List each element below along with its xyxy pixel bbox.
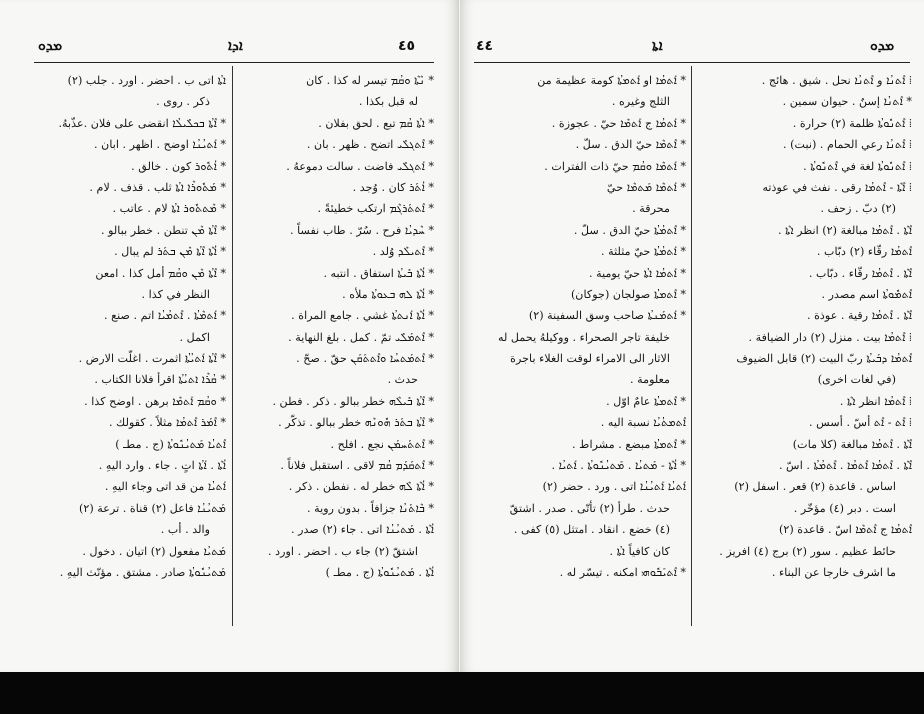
dictionary-entry-line: ܐܶܬܡܳܐ رقّاء (٢) دبّاب . bbox=[816, 245, 912, 259]
dictionary-entry-line: * ܡܰܬܽܘܪܶܐ ܐܬܳܐ ثلب . قذف . لام . bbox=[89, 180, 226, 194]
left-page bbox=[0, 0, 459, 672]
dictionary-entry-line: الاثار الى الامراء لوقت الغلاء باجرة bbox=[510, 352, 670, 366]
dictionary-entry-line: ܐܶܬܶܐ . ܐܶܬܡܳܐ رقّاء . دبّاب . bbox=[808, 266, 912, 280]
dictionary-entry-line: كان كافياً ܐܬܳܐ . bbox=[609, 544, 670, 558]
dictionary-entry-line: والد . أب . bbox=[160, 523, 210, 537]
dictionary-entry-line: ܐܶܬܝܳܐ ܡܰܬܝܳܢܽܘܬܳܐ (ج . مطـ ) bbox=[115, 437, 226, 451]
dictionary-entry-line: * ܐܶܬܬܰܪܓܶܡ ارتكب خطيئةً . bbox=[317, 202, 434, 216]
dictionary-entry-line: النظر في كذا . bbox=[141, 287, 210, 301]
dictionary-entry-line: ⁞ ܐܶܬܢܽܘܬܳܐ لغة في ܐܶܬܢܽܘܬܳܐ . bbox=[803, 159, 912, 173]
right-page-column-left bbox=[476, 70, 686, 583]
dictionary-entry-line: * ܐܳܬܶܐ ܒܺܝܬܳܐ استفاق . انتبه . bbox=[323, 266, 434, 280]
left-page-number: ٤٥ bbox=[398, 38, 416, 54]
dictionary-entry-line: الثلج وغيره . bbox=[611, 95, 670, 109]
dictionary-entry-line: ܐܰܬܝܳܐ من قد اتى وجاء اليهِ . bbox=[104, 480, 226, 494]
dictionary-entry-line: ܐܳܬܶܐ . ܐܰܬܳܐ اتٍ . جاء . وارد اليهِ . bbox=[98, 459, 226, 473]
dictionary-entry-line: * ܐܶܬܳܐ ܡܶܢ تنطن . خطر ببالو . bbox=[101, 223, 226, 237]
dictionary-entry-line: * ܐܳܬܶܐ - ܡܰܬܝܳܐ . ܡܰܬܝܳܢܽܘܬܳܐ . ܐܰܬܝܳܐ . bbox=[551, 459, 686, 473]
dictionary-entry-line: له قبل بكذا . bbox=[358, 95, 418, 109]
dictionary-entry-line: * ܐܳܬܶܐ ܐܶܬܳܐ ܡܶܢ ܒܬܰܪ لم يبال . bbox=[114, 245, 226, 259]
dictionary-entry-line: اكمل . bbox=[179, 330, 210, 344]
dictionary-entry-line: ⁞ ܐܶܬܢܽܘܬܳܐ ظلمة (٢) حرارة . bbox=[792, 116, 912, 130]
dictionary-entry-line: * ܐܶܬܳܐ ܒܬܰܪ ܗܽܘܢܶܗ خطر ببالو . تذكّر . bbox=[278, 416, 434, 430]
dictionary-entry-line: * ܐܶܬܝܰܒܽܘܗܝ امكنه . تيسّر له . bbox=[559, 565, 686, 579]
dictionary-entry-line: (٢) دبّ . زحف . bbox=[820, 202, 896, 216]
dictionary-entry-line: محرقة . bbox=[632, 202, 670, 216]
dictionary-entry-line: * ܐܶܬܡܳܬܳܐ حيّ الدق . سلّ . bbox=[573, 223, 686, 237]
right-page-number: ٤٤ bbox=[476, 38, 494, 54]
dictionary-entry-line: ܐܶܬܶܐ . ܐܶܬܡܳܐ مبالغة (٢) انظر ܐܬܶܐ . bbox=[777, 223, 912, 237]
dictionary-entry-line: * ܐܰܬܡܳܐ ܐܬܳܐ حيّ يومية . bbox=[588, 266, 686, 280]
right-page-column-right bbox=[696, 70, 912, 583]
dictionary-entry-line: ܐܶܬܡܬܳܝܳܐ نسبة اليه . bbox=[600, 416, 686, 430]
dictionary-entry-line: * ܐܶܬܡܬܳܐ عامٌ اوّل . bbox=[606, 394, 686, 408]
dictionary-entry-line: اشتقّ (٢) جاء ب . احضر . اورد . bbox=[268, 544, 418, 558]
dictionary-entry-line: * ܐܶܬܡܰܬܚܳܐ ܘܐܶܬܬܰܩܰܢ حقّ . صحّ . bbox=[296, 352, 434, 366]
dictionary-entry-line: ܐܶܬܡܳܐ ܕܒܰܝܬܳܐ ربّ البيت (٢) قابل الضيوف bbox=[736, 352, 912, 366]
dictionary-entry-line: * ܐܶܬܩܰܕܰܡ ܩܳܡ لاقى . استقبل فلاناً . bbox=[280, 459, 434, 473]
dictionary-entry-line: ܐܬܳܐ اتى ب . احضر . اورد . جلب (٢) bbox=[67, 74, 226, 87]
right-page-outer-header: ܡܕܘ bbox=[870, 38, 895, 54]
dictionary-entry-line: * ܐܶܬܳܐ ܒܟܠܺܝܠܳܐ انقضى على فلان .عذّبهُ. bbox=[58, 116, 226, 130]
dictionary-entry-line: * ܐܰܬܓܠܺܝ فاضت . سالت دموعهُ . bbox=[286, 159, 434, 173]
dictionary-entry-line: ܐܶܬܡܽܘܬܳܐ اسم مصدر . bbox=[821, 287, 912, 301]
dictionary-entry-line: ⁞ ܐܶܬܡܳܐ بيت . منزل (٢) دار الضيافة . bbox=[748, 330, 912, 344]
dictionary-entry-line: * ܢܶܬܶܐ ܘܩܳܡ تيسر له كذا . كان bbox=[306, 74, 434, 87]
dictionary-entry-line: ܐܶܬܶܐ . ܐܶܬܡܳܐ رقية . عوذة . bbox=[806, 309, 912, 323]
dictionary-entry-line: ⁞ ܐܶܬܶܐ - ܐܶܬܡܳܐ رقى . نفث في عوذته bbox=[762, 180, 912, 194]
dictionary-entry-line: * ܐܶܬܳܐ ܡܶܢ ܘܩܳܡ أمل كذا . امعن bbox=[95, 266, 226, 280]
dictionary-entry-line: * ܐܳܬܶܐ ܠܗ ܒܥܘܬܳܐ ملأه . bbox=[342, 287, 434, 301]
dictionary-entry-line: ܐܰܬܝܳܐ ܐܰܬܝܳܢܳܐ اتى . ورد . حضر (٢) bbox=[542, 480, 686, 494]
dictionary-entry-line: * ܐܶܬܡܰܠܺܝ تمّ . كمل . بلغ النهاية . bbox=[288, 330, 434, 344]
dictionary-entry-line: (في لغات اخرى) bbox=[817, 373, 896, 387]
dictionary-entry-line: * ܐܶܬܓܠܺܝ اتضح . ظهر . بان . bbox=[306, 138, 434, 152]
right-page bbox=[460, 0, 924, 672]
dictionary-entry-line: * ܐܰܬܡܰܢܬܳܐ صاحب وسق السفينة (٢) bbox=[528, 309, 686, 323]
right-page-header-rule bbox=[474, 62, 910, 63]
dictionary-entry-line: حدث . طرأ (٢) تأتّى . صدر . اشتقّ bbox=[509, 501, 670, 515]
right-page-column-divider bbox=[691, 66, 692, 626]
dictionary-entry-line: * ܐܳܬܽܘܪ كون . خالق . bbox=[131, 159, 226, 173]
dictionary-entry-line: (٤) خضع . انقاد . امتثل (٥) كفى . bbox=[513, 523, 670, 537]
dictionary-entry-line: * ܩܳܪܶܐ ܐܬܝܳܬܳܐ اقرأ فلانا الكتاب . bbox=[94, 373, 226, 387]
dictionary-entry-line: * ܡܶܬܬܽܘܪ ܐܬܳܐ لام . عاتب . bbox=[112, 202, 226, 216]
left-page-column-divider bbox=[232, 66, 233, 626]
left-page-column-left bbox=[36, 70, 226, 583]
dictionary-entry-line: * ܐܳܬܶܐ ܐܰܢܬܬܳܐ غشي . جامع المراة . bbox=[291, 309, 434, 323]
dictionary-entry-line: * ܐܰܬܡܶܐ ܘܩܳܡ حيّ ذات الفترات . bbox=[544, 159, 686, 173]
dictionary-entry-line: حائط عظيم . سور (٢) برج (٤) افريز . bbox=[719, 544, 896, 558]
dictionary-entry-line: ܐܳܬܶܐ . ܡܰܬܝܳܢܳܐ اتى . جاء (٢) صدر . bbox=[290, 523, 434, 537]
dictionary-entry-line: ⁞ ܐܶܬܡܳܐ انظر ܐܬܶܐ . bbox=[839, 394, 912, 408]
dictionary-entry-line: * ܐܰܬܡܳܐ او ܐܰܬܡܬܳܐ كومة عظيمة من bbox=[537, 74, 686, 87]
dictionary-entry-line: * ܐܶܬܡܶܐ حيّ الدق . سلّ . bbox=[575, 138, 686, 152]
dictionary-entry-line: ܡܰܬܝܳܐ مفعول (٢) اتيان . دخول . bbox=[82, 544, 226, 558]
dictionary-entry-line: حدث . bbox=[387, 373, 418, 387]
dictionary-entry-line: * ܐܬܳܐ ܩܳܡ تبع . لحق بفلان . bbox=[318, 116, 434, 130]
dictionary-entry-line: ⁞ ܐܶܬ - ܐܶܬ أسّ . أسس . bbox=[809, 416, 912, 430]
dictionary-entry-line: ܐܶܬܡܳܐ ج ܐܶܬܡܶܐ اسّ . قاعدة (٢) bbox=[778, 523, 912, 537]
dictionary-entry-line: * ܐܰܬܝܳܢܳܐ اوضح . اظهر . ابان . bbox=[94, 138, 226, 152]
dictionary-entry-line: ܡܰܬܝܳܢܽܘܬܳܐ صادر . مشتق . مؤنّث اليهِ . bbox=[59, 565, 226, 579]
dictionary-entry-line: * ܐܶܡܰܪ ܐܶܬܡܳܐ مثلاً . كقولك . bbox=[109, 416, 226, 430]
dictionary-entry-line: ⁞ ܐܶܬܢܳܐ و ܐܶܬܢܳܐ نحل . شيق . هائج . bbox=[761, 74, 912, 87]
left-page-header-rule bbox=[34, 62, 434, 63]
dictionary-entry-line: ما اشرف خارجا عن البناء . bbox=[771, 565, 896, 579]
dictionary-entry-line: * ܐܶܬܝܠܶܕ وُلد . bbox=[372, 245, 434, 259]
right-page-center-header: ܐܬܐ bbox=[652, 38, 663, 54]
dictionary-entry-line: * ܐܶܬܢܳܐ إسنٌ . حيوان سمين . bbox=[782, 95, 912, 109]
dictionary-entry-line: * ܐܰܬܡܶܐ ܡܰܬܡܶܐ حيّ bbox=[606, 180, 686, 194]
dictionary-entry-line: است . دبر (٤) مؤخّر . bbox=[793, 501, 896, 515]
left-page-center-header: ܐܕܐ bbox=[228, 38, 243, 54]
dictionary-entry-line: * ܐܶܬܡܬܳܐ مبضع . مشراط . bbox=[572, 437, 686, 451]
dictionary-entry-line: ܐܳܬܶܐ . ܡܰܬܝܳܢܽܘܬܳܐ (ج . مطـ ) bbox=[325, 565, 434, 579]
dictionary-entry-line: * ܐܶܬܬܰܚܡܰܢ نجع . افلح . bbox=[330, 437, 434, 451]
dictionary-entry-line: ܡܰܬܝܳܢܳܐ فاعل (٢) قناة . ترعة (٢) bbox=[78, 501, 226, 515]
scan-bottom-margin bbox=[0, 672, 924, 714]
dictionary-entry-line: خليفة تاجر الصحراء . ووكيلهُ يحمل له bbox=[497, 330, 670, 344]
left-page-column-right bbox=[238, 70, 434, 583]
dictionary-entry-line: * ܒܶܐܬܰܢܳܐ جزافاً . بدون روية . bbox=[306, 501, 434, 515]
dictionary-entry-line: ܐܶܬܶܐ . ܐܶܬܡܳܐ ܐܶܬܡܳܐ . ܐܶܬܡܳܬܳܐ . اسّ . bbox=[778, 459, 912, 473]
dictionary-entry-line: * ܘܩܳܡ ܐܰܬܡܶܐ برهن . اوضح كذا . bbox=[84, 394, 226, 408]
dictionary-entry-line: * ܐܳܬܶܐ ܠܶܗ خطر له . نفطن . ذكر . bbox=[288, 480, 434, 494]
dictionary-entry-line: * ܐܰܬܡܳܐ ج ܐܰܬܡܶܐ حيّ . عجوزة . bbox=[551, 116, 686, 130]
dictionary-entry-line: * ܐܳܬܰܪ كان . وُجد . bbox=[352, 180, 434, 194]
dictionary-entry-line: ⁞ ܐܶܬܢܳܐ رعي الحمام . (نبت) . bbox=[783, 138, 912, 152]
dictionary-entry-line: * ܐܰܬܡܶܬܳܐ . ܐܶܬܡܳܝܳܐ اتم . صنع . bbox=[104, 309, 226, 323]
dictionary-entry-line: معلومة . bbox=[630, 373, 670, 387]
dictionary-entry-line: * ܐܶܬܳܐ ܒܺܝܠܶܗ خطر ببالو . ذكر . فطن . bbox=[272, 394, 434, 408]
dictionary-entry-line: * ܐܶܬܳܐ ܐܰܬܝܳܬܳܐ اثمرت . اغلّت الارض . bbox=[78, 352, 226, 366]
dictionary-entry-line: * ܐܶܬܡܬܳܐ صولجان (جوكان) bbox=[570, 287, 686, 301]
dictionary-entry-line: * ܚܶܕܝܳܐ فرح . سُرّ . طاب نفساً . bbox=[290, 223, 434, 237]
left-page-outer-header: ܡܕܘ bbox=[38, 38, 63, 54]
dictionary-entry-line: ذكر . روى . bbox=[156, 95, 210, 109]
dictionary-entry-line: ܐܶܬܶܐ . ܐܶܬܡܳܐ مبالغة (كلا مات) bbox=[792, 437, 912, 451]
dictionary-entry-line: * ܐܰܬܡܳܬܳܐ حيّ مثلثة . bbox=[601, 245, 686, 259]
dictionary-entry-line: اساس . قاعدة (٢) قعر . اسفل (٢) bbox=[734, 480, 896, 494]
